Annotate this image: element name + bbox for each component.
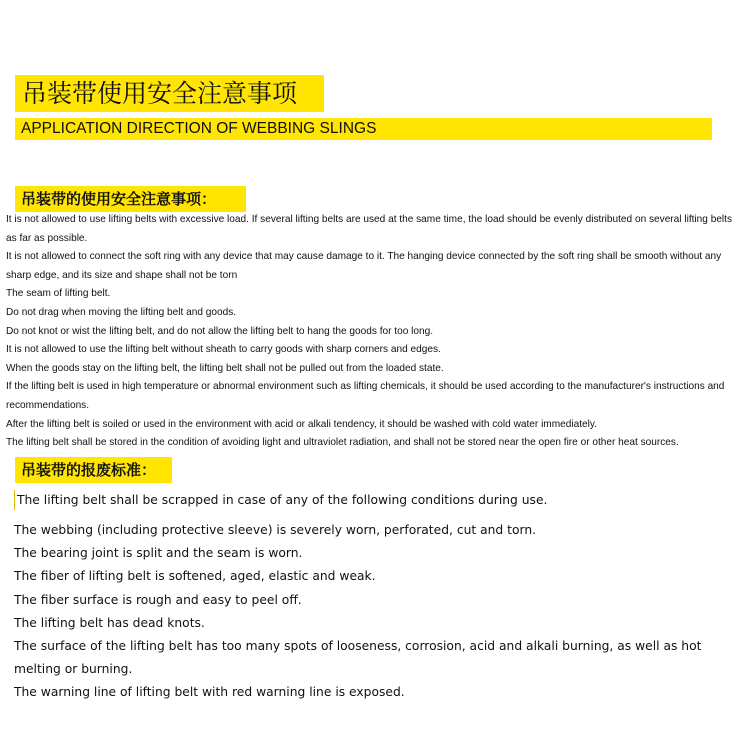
safety-rule: When the goods stay on the lifting belt, the lifting belt shall not be pulled out from the loaded state. <box>6 362 444 374</box>
safety-rule: After the lifting belt is soiled or used in the environment with acid or alkali tendency, it should be washed with cold water immediately. <box>6 418 597 430</box>
scrap-condition: The surface of the lifting belt has too many spots of looseness, corrosion, acid and alkali burning, as well as hot melting or burning. <box>14 639 702 677</box>
safety-rule: If the lifting belt is used in high temperature or abnormal environment such as lifting chemicals, it should be used according to the manufacturer's instructions and recommendations. <box>6 381 725 411</box>
scrap-condition: The fiber surface is rough and easy to peel off. <box>14 592 302 607</box>
scrap-condition: The warning line of lifting belt with red warning line is exposed. <box>14 685 405 700</box>
title-chinese: 吊装带使用安全注意事项 <box>15 75 324 112</box>
safety-rule: The lifting belt shall be stored in the condition of avoiding light and ultraviolet radiation, and shall not be stored near the open fire or other heat sources. <box>6 437 679 449</box>
scrap-condition: The bearing joint is split and the seam is worn. <box>14 546 303 561</box>
safety-rule: Do not drag when moving the lifting belt and goods. <box>6 306 237 318</box>
section-heading-scrap: 吊装带的报废标准： <box>15 457 172 483</box>
safety-rule: The seam of lifting belt. <box>6 288 111 300</box>
scrap-condition: The fiber of lifting belt is softened, aged, elastic and weak. <box>14 569 376 584</box>
scrap-condition: The webbing (including protective sleeve) is severely worn, perforated, cut and torn. <box>14 523 537 537</box>
scrap-condition: The lifting belt has dead knots. <box>14 615 205 630</box>
safety-rule: Do not knot or wist the lifting belt, and do not allow the lifting belt to hang the goods for too long. <box>6 325 434 337</box>
safety-rule: It is not allowed to use the lifting belt without sheath to carry goods with sharp corners and edges. <box>6 344 441 356</box>
title-english: APPLICATION DIRECTION OF WEBBING SLINGS <box>15 118 712 140</box>
scrap-lead-text: The lifting belt shall be scrapped in case of any of the following conditions during use. <box>14 490 617 510</box>
scrap-conditions-list <box>14 519 750 705</box>
safety-rule: It is not allowed to connect the soft ring with any device that may cause damage to it. The hanging device connected by the soft ring shall be smooth without any sharp edge, and its size and shape shall not be torn <box>6 251 722 281</box>
safety-rule: It is not allowed to use lifting belts with excessive load. If several lifting belts are used at the same time, the load should be evenly distributed on several lifting belts as far as possible. <box>6 214 733 244</box>
section-heading-safety: 吊装带的使用安全注意事项： <box>15 186 246 212</box>
safety-rules-list <box>6 211 742 453</box>
